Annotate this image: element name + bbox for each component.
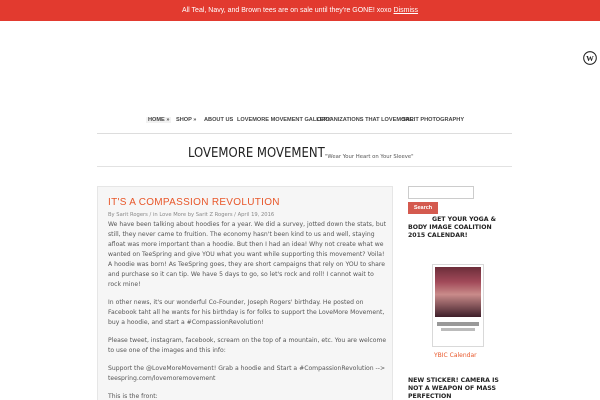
svg-text:W: W — [586, 53, 594, 63]
meta-author-link[interactable]: Sarit Rogers — [116, 212, 148, 218]
nav-item-home[interactable]: HOME » — [148, 117, 170, 123]
post-article — [97, 186, 393, 400]
widget-sticker-title: NEW STICKER! CAMERA IS NOT A WEAPON OF MASS PERFECTION — [408, 377, 499, 400]
wordpress-icon[interactable] — [583, 51, 597, 65]
calendar-caption-bar-2 — [441, 328, 475, 331]
meta-separator: / — [232, 212, 238, 218]
widget-calendar-title: GET YOUR YOGA & BODY IMAGE COALITION 2015 CALENDAR! — [408, 216, 497, 239]
meta-separator-in: / in — [147, 212, 160, 218]
post-paragraph: We have been talking about hoodies for a year. We did a survey, jotted down the stats, but still, they never came to fruition. The economy hasn't been kind to us and well, staying afloat was more important than a hoodie. But then I had an idea! Why not create what we wanted on TeeSpring and give YOU what you want while supporting this movement? Voila! A hoodie was born! As TeeSpring goes, they are short campaigns that rely on YOU to share and purchase so it can tip. We have 5 days to go, so let's rock and roll! I cannot wait to rock mine! — [108, 221, 386, 288]
nav-item-organizations[interactable]: ORGANIZATIONS THAT LOVEMORE — [317, 117, 414, 123]
nav-item-sarit-photography[interactable]: SARIT PHOTOGRAPHY — [402, 117, 465, 123]
notice-bar — [0, 0, 600, 21]
site-tagline: "Wear Your Heart on Your Sleeve" — [325, 154, 414, 160]
nav-item-about-us[interactable]: ABOUT US — [204, 117, 234, 123]
meta-prefix: By — [108, 212, 117, 218]
post-paragraph: Please tweet, instagram, facebook, scream on the top of a mountain, etc. You are welcome to use one of the images and this info: — [108, 337, 387, 354]
calendar-caption-bar — [437, 322, 479, 326]
post-body — [108, 220, 388, 400]
post-paragraph: In other news, it's our wonderful Co-Founder, Joseph Rogers' birthday. He posted on Facebook taht all he wants for his birthday is for folks to support the LoveMore Movement, buy a hoodie, and start a #CompassionRevolution! — [108, 299, 385, 326]
meta-by: by — [186, 212, 196, 218]
meta-category-link[interactable]: Love More — [159, 212, 187, 218]
post-paragraph: Support the @LoveMoreMovement! Grab a hoodie and Start a #CompassionRevolution --> teespring.com/lovemoremovement — [108, 365, 386, 382]
nav-item-shop[interactable]: SHOP » — [176, 117, 197, 123]
notice-message: All Teal, Navy, and Brown tees are on sale until they're GONE! xoxo — [181, 7, 392, 14]
post-paragraph: This is the front: — [108, 393, 158, 400]
post-title[interactable]: IT'S A COMPASSION REVOLUTION — [108, 197, 280, 208]
nav-item-gallery[interactable]: LOVEMORE MOVEMENT GALLERY — [237, 117, 331, 123]
search-button[interactable]: Search — [408, 202, 438, 214]
ybic-calendar-image[interactable] — [432, 264, 484, 347]
header-divider — [97, 166, 512, 167]
search-input[interactable] — [408, 186, 474, 199]
calendar-cover-photo — [435, 267, 481, 317]
main-navigation — [97, 112, 512, 134]
post-meta — [108, 212, 274, 218]
dismiss-link[interactable]: Dismiss — [393, 7, 419, 14]
ybic-calendar-link[interactable]: YBIC Calendar — [434, 352, 477, 359]
site-title[interactable]: LOVEMORE MOVEMENT — [188, 146, 325, 161]
meta-author2-link[interactable]: Sarit Z Rogers — [195, 212, 233, 218]
meta-date-link[interactable]: April 19, 2016 — [237, 212, 275, 218]
